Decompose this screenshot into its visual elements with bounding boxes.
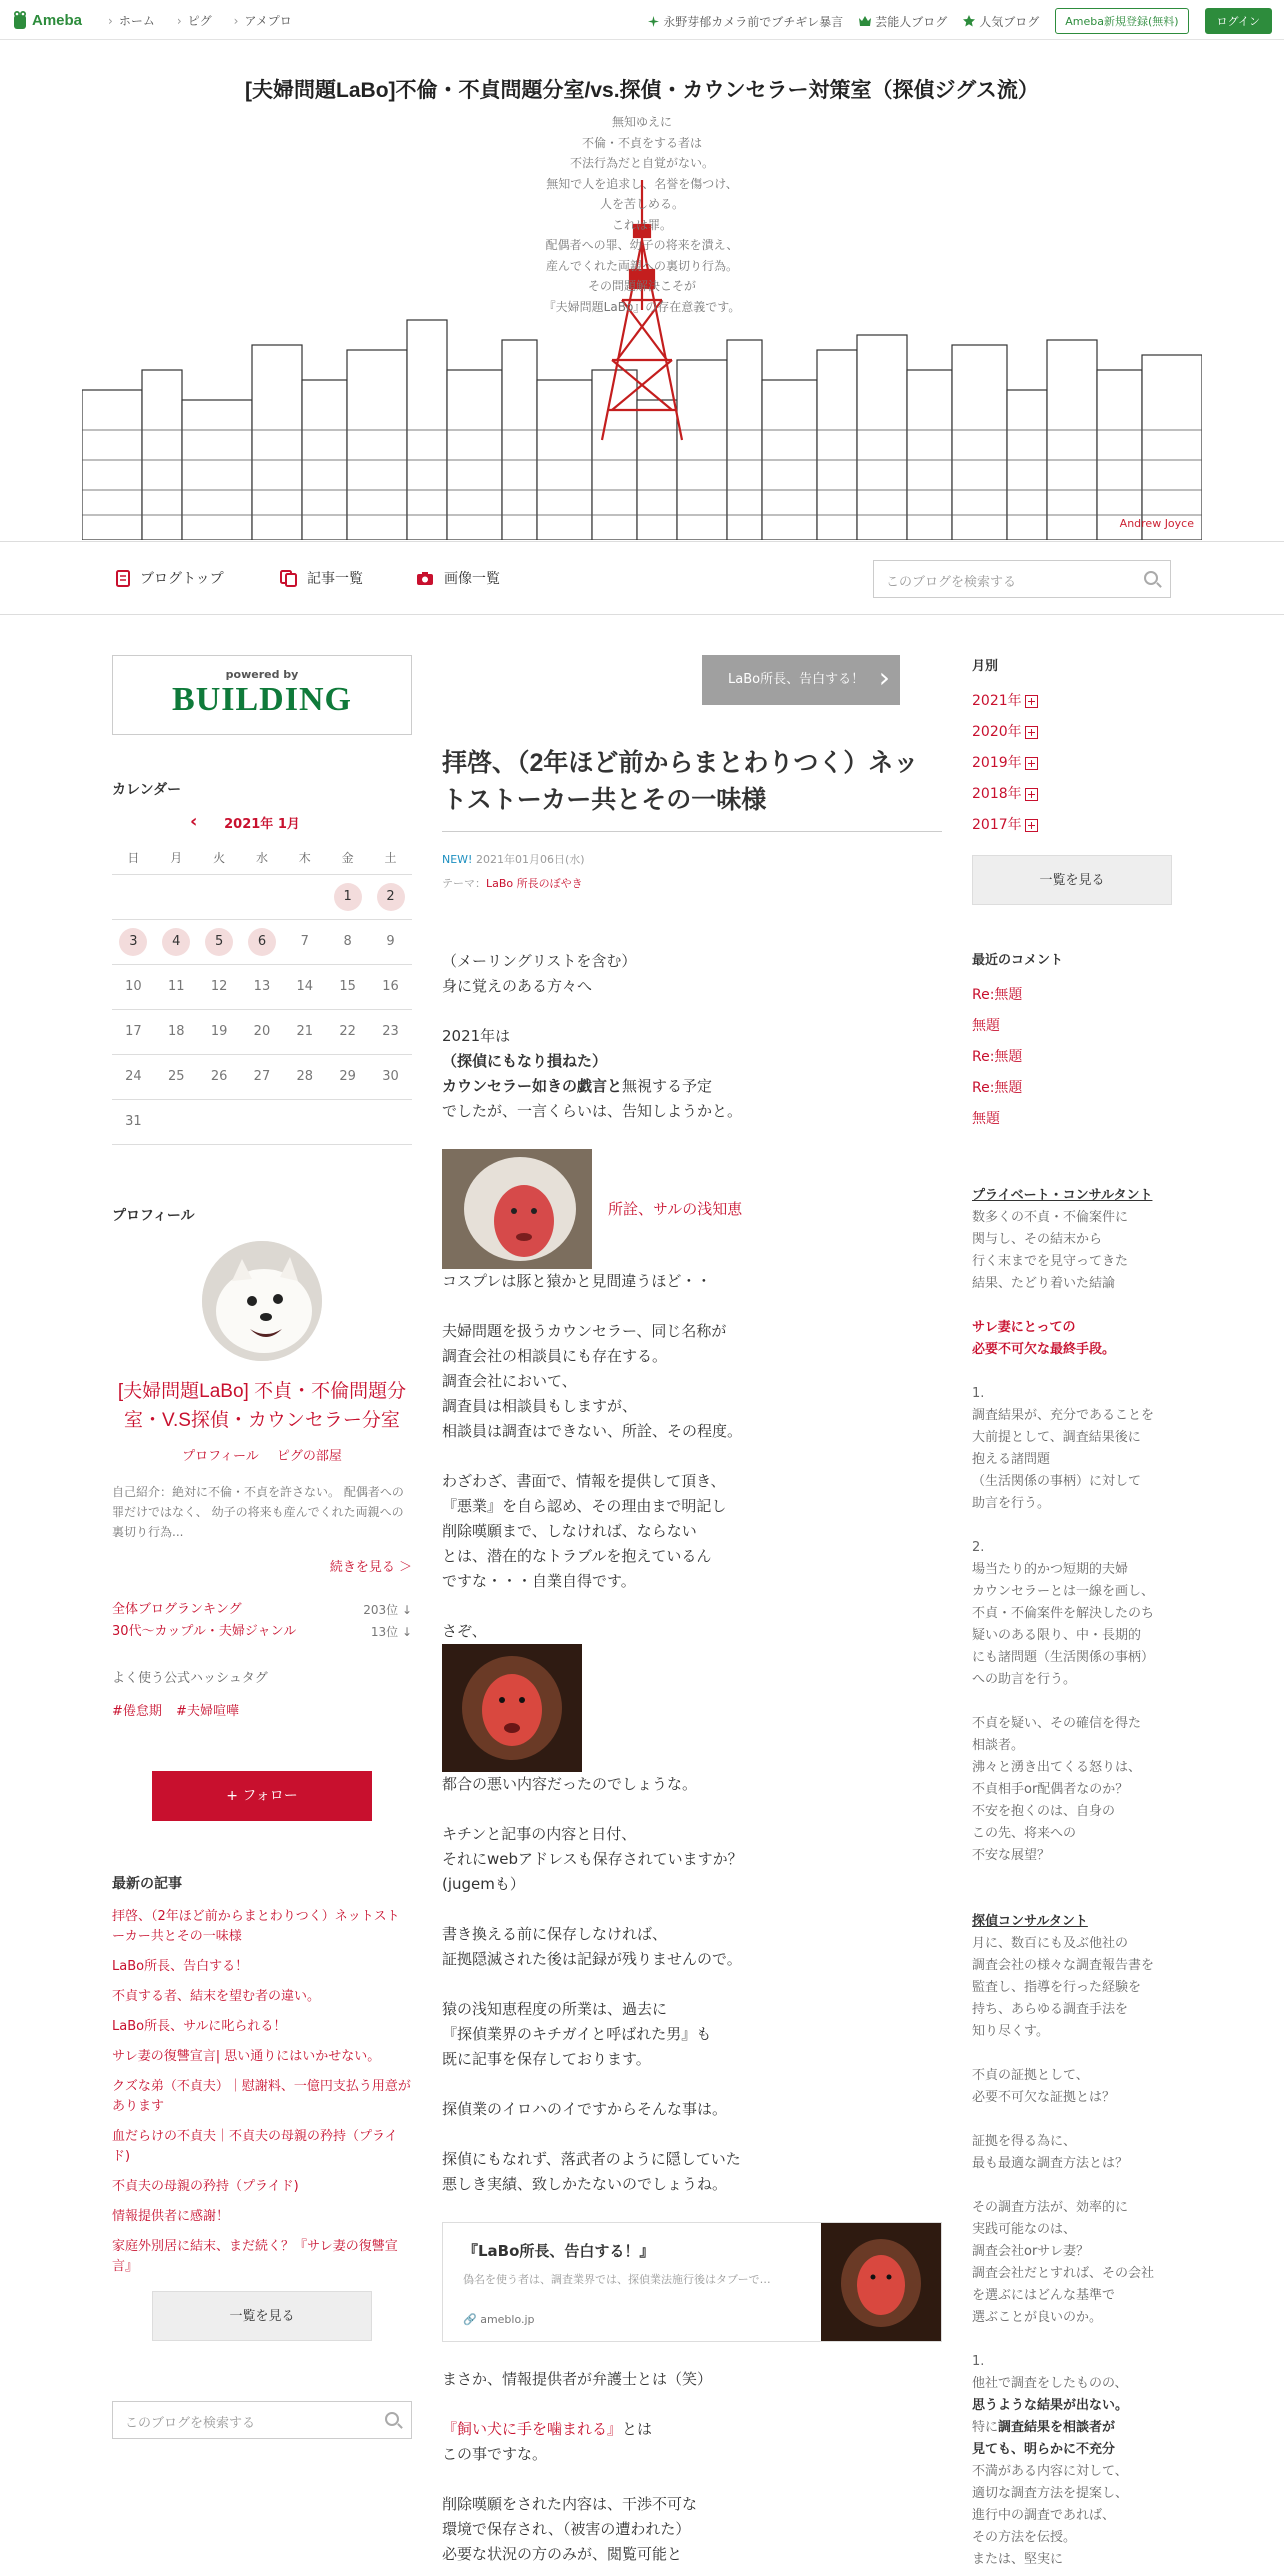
recent-comments (972, 980, 1172, 1135)
calendar-day (369, 1009, 412, 1054)
calendar (112, 813, 412, 1145)
copy-icon (280, 570, 297, 587)
comments-title: 最近のコメント (972, 953, 1064, 968)
monkey-photo-2[interactable] (442, 1644, 582, 1772)
recent-posts (112, 1907, 412, 2277)
calendar-day[interactable] (155, 919, 198, 964)
day-number: 7 (300, 933, 309, 949)
pigg-room-link[interactable]: ピグの部屋 (276, 1448, 342, 1464)
search-icon[interactable] (1144, 571, 1158, 585)
calendar-day (241, 874, 284, 919)
profile-more-link[interactable]: 続きを見る ＞ (329, 1559, 412, 1575)
calendar-day (198, 874, 241, 919)
calendar-day (283, 919, 326, 964)
profile-avatar[interactable] (202, 1241, 322, 1361)
logo-text: Ameba (32, 11, 83, 29)
monkey-photo[interactable] (442, 1149, 592, 1269)
month-link[interactable]: 2017年 (972, 810, 1172, 841)
calendar-day[interactable] (112, 919, 155, 964)
calendar-day (155, 874, 198, 919)
free-text-plugin: プライベート・コンサルタント 数多くの不貞・不倫案件に 関与し、その結末から 行く末までを見守ってきた 結果、たどり着いた結論 サレ妻にとっての 必要不可欠な最終手段。 1. 調査結果が、充分であることを 大前提として、調査結果後に 抱える諸問題 （生活関係の事柄）に対して 助言を行う。 2. 場当たり的かつ短期的夫婦 カウンセラーとは一線を画し、 不貞・不倫案件を解決したのち 疑いのある限り、中・長期的 にも諸問題（生活関係の事柄） への助言を行う。 不貞を疑い、その確信を得た 相談者。 沸々と湧き出てくる怒りは、 不貞相手or配偶者なのか？ 不安を抱くのは、自身の この先、将来への 不安な展望？ 探偵コンサルタント 月に、数百にも及ぶ他社の 調査会社の様々な調査報告書を 監査し、指導を行った経験を 持ち、あらゆる調査手法を 知り尽くす。 不貞の証拠として、 必要不可欠な証拠とは？ 証拠を得る為に、 最も最適な調査方法とは？ その調査方法が、効率的に 実践可能なのは、 調査会社orサレ妻？ 調査会社だとすれば、その会社 を選ぶにはどんな基準で 選ぶことが良いのか。 1. 他社で調査をしたものの、 思うような結果が出ない。 特に調査結果を相談者が 見ても、明らかに不充分 不満がある内容に対して、 適切な調査方法を提案し、 進行中の調査であれば、 その方法を伝授。 または、堅実に (972, 1188, 1155, 2567)
weekday-header: 日 (112, 842, 155, 874)
calendar-day (155, 1054, 198, 1099)
divider (442, 831, 942, 832)
day-number: 27 (253, 1068, 271, 1084)
calendar-day[interactable] (241, 919, 284, 964)
calendar-day (112, 964, 155, 1009)
expand-icon[interactable] (1025, 695, 1038, 708)
image-row (442, 1149, 942, 1269)
day-number: 6 (248, 928, 276, 956)
day-number: 13 (253, 978, 271, 994)
day-number: 23 (382, 1023, 399, 1039)
day-number: 9 (386, 933, 395, 949)
follow-button[interactable]: + フォロー (152, 1771, 372, 1821)
calendar-day (112, 874, 155, 919)
image-list-link[interactable]: 画像一覧 (416, 568, 500, 588)
blog-top-link[interactable]: ブログトップ (116, 568, 224, 588)
day-number: 1 (334, 883, 362, 911)
recent-post-link[interactable]: 拝啓、（2年ほど前からまとわりつく）ネットストーカー共とその一味様 (112, 1908, 400, 1944)
month-link[interactable]: 2021年 (972, 686, 1172, 717)
hashtags (112, 1700, 412, 1719)
global-nav (108, 12, 292, 29)
profile-links (112, 1445, 412, 1464)
comment-link[interactable]: Re:無題 (972, 987, 1023, 1003)
day-number: 19 (210, 1023, 228, 1039)
recent-post-link[interactable]: 家庭外別居に結末、まだ続く？『サレ妻の復讐宣言』 (112, 2238, 398, 2274)
frog-logo-icon (12, 9, 28, 31)
comment-link[interactable]: 無題 (972, 1111, 1000, 1127)
calendar-day (369, 1054, 412, 1099)
day-number: 15 (339, 978, 356, 994)
article-date: NEW! 2021年01月06日(水) (442, 853, 585, 866)
link-card-url: 🔗 ameblo.jp (463, 2313, 535, 2326)
paragraph: まさか、情報提供者が弁護士とは（笑） (442, 2370, 713, 2388)
weekday-header: 土 (369, 842, 412, 874)
day-number: 18 (167, 1023, 185, 1039)
calendar-day (326, 964, 369, 1009)
calendar-day (241, 1054, 284, 1099)
paragraph: 猿の浅知恵程度の所業は、過去に 『探偵業界のキチガイと呼ばれた男』も 既に記事を保存しております。 (442, 2000, 712, 2068)
link-card-thumbnail (821, 2223, 941, 2341)
recent-post-link[interactable]: LaBo所長、サルに叱られる！ (112, 2018, 287, 2034)
camera-icon (416, 571, 434, 586)
popular-blog-link[interactable]: 人気ブログ (963, 13, 1039, 30)
article-body (442, 949, 942, 2568)
paragraph: 『飼い犬に手を噛まれる』とは この事ですな。 (442, 2420, 653, 2463)
recent-post-link[interactable]: サレ妻の復讐宣言| 思い通りにはいかせない。 (112, 2048, 381, 2064)
calendar-day (326, 1054, 369, 1099)
recent-post-link[interactable]: 情報提供者に感謝！ (112, 2208, 230, 2224)
day-number: 12 (210, 978, 228, 994)
calendar-day (283, 874, 326, 919)
weekday-header: 月 (155, 842, 198, 874)
day-number: 25 (167, 1068, 185, 1084)
monkey-face-icon (442, 1149, 592, 1269)
left-sidebar (112, 655, 412, 2439)
article-theme: テーマ：LaBo 所長のぼやき (442, 877, 583, 890)
paragraph: 探偵にもなれず、落武者のように隠していた 悪しき実績、致しかたないのでしょうね。 (442, 2150, 741, 2193)
calendar-day (326, 919, 369, 964)
day-number: 10 (125, 978, 142, 994)
document-icon (116, 570, 130, 587)
profile-title: プロフィール (112, 1207, 195, 1224)
link-card-title: 『LaBo所長、告白する！』 (463, 2242, 655, 2260)
month-link[interactable]: 2018年 (972, 779, 1172, 810)
prev-post-button[interactable]: LaBo所長、告白する！ › (702, 655, 900, 705)
recent-posts-title: 最新の記事 (112, 1875, 182, 1892)
ranking-row[interactable]: 全体ブログランキング 203位 ↓ (112, 1601, 412, 1617)
calendar-day (283, 1099, 326, 1144)
day-number: 29 (339, 1068, 356, 1084)
calendar-day (198, 1009, 241, 1054)
theme-link[interactable]: LaBo 所長のぼやき (486, 877, 583, 890)
monkey-face-icon (442, 1644, 582, 1772)
calendar-day (198, 1054, 241, 1099)
profile-description: 自己紹介：絶対に不倫・不貞を許さない。 配偶者への罪だけではなく、 幼子の将来も産んでくれた両親への裏切り行為... (112, 1484, 404, 1539)
comment-link[interactable]: 無題 (972, 1018, 1000, 1034)
calendar-day[interactable] (326, 874, 369, 919)
calendar-day (112, 1054, 155, 1099)
day-number: 8 (343, 933, 352, 949)
blog-tagline: 無知ゆえに 不倫・不貞をする者は 不法行為だと自覚がない。 無知で人を追求し、名誉を傷つけ、 人を苦しめる。 これは罪。 配偶者への罪、幼子の将来を潰え、 産んでくれた両親への裏切り行為。 その問題解決こそが 『夫婦問題LaBo』の存在意義です。 (543, 115, 741, 314)
day-number: 17 (125, 1023, 142, 1039)
paragraph: （メーリングリストを含む） 身に覚えのある方々へ (442, 952, 637, 995)
calendar-day (198, 1099, 241, 1144)
expand-icon[interactable] (1025, 819, 1038, 832)
expand-icon[interactable] (1025, 757, 1038, 770)
calendar-day (198, 964, 241, 1009)
day-number: 20 (253, 1023, 271, 1039)
crown-icon (859, 16, 871, 26)
calendar-day (283, 1009, 326, 1054)
weekday-header: 金 (326, 842, 369, 874)
link-card-description: 偽名を使う者は、調査業界では、探偵業法施行後はタブーで… (463, 2273, 771, 2286)
profile-link[interactable]: プロフィール (182, 1448, 259, 1464)
nav-pigg[interactable]: › ピグ (177, 12, 212, 29)
day-number: 22 (339, 1023, 356, 1039)
calendar-day (241, 1099, 284, 1144)
day-number: 21 (296, 1023, 314, 1039)
ranking (112, 1599, 412, 1643)
blog-nav (0, 541, 1284, 615)
register-button[interactable]: Ameba新規登録(無料) (1055, 8, 1188, 34)
nav-amepro[interactable]: › アメプロ (234, 12, 292, 29)
day-number: 26 (210, 1068, 228, 1084)
article-title[interactable]: 拝啓、（2年ほど前からまとわりつく）ネットストーカー共とその一味様 (442, 749, 919, 814)
ameba-header (0, 0, 1284, 40)
star-icon (963, 15, 975, 27)
illustration-credit: Andrew Joyce (1119, 517, 1194, 530)
day-number: 31 (125, 1113, 142, 1129)
calendar-day (326, 1009, 369, 1054)
prev-month-icon[interactable]: ‹ (190, 811, 198, 832)
hashtag[interactable]: #夫婦喧嘩 (176, 1703, 239, 1719)
month-link[interactable]: 2019年 (972, 748, 1172, 779)
day-number: 16 (382, 978, 399, 994)
search-icon[interactable] (385, 2412, 399, 2426)
paragraph: 削除嘆願をされた内容は、干渉不可な 環境で保存され、（被害の遭われた） 必要な状況の方のみが、閲覧可能と (442, 2495, 698, 2563)
calendar-day (369, 919, 412, 964)
comment-link[interactable]: Re:無題 (972, 1049, 1023, 1065)
day-number: 30 (382, 1068, 399, 1084)
recent-post-link[interactable]: 不貞夫の母親の矜持（プライド) (112, 2178, 299, 2194)
article-list-link[interactable]: 記事一覧 (280, 568, 363, 588)
calendar-month: ‹ 2021年 1月 (190, 811, 300, 832)
trending-link[interactable]: 永野芽郁カメラ前でブチギレ暴言 (648, 13, 843, 30)
calendar-day (369, 964, 412, 1009)
recent-post-link[interactable]: 血だらけの不貞夫｜不貞夫の母親の矜持（プライド) (112, 2128, 398, 2164)
calendar-day (326, 1099, 369, 1144)
profile-name[interactable]: [夫婦問題LaBo] 不貞・不倫問題分室・V.S探偵・カウンセラー分室 (117, 1380, 407, 1431)
expand-icon[interactable] (1025, 788, 1038, 801)
calendar-day (155, 1009, 198, 1054)
month-link[interactable]: 2020年 (972, 717, 1172, 748)
monthly-archive (972, 686, 1172, 841)
recent-post-link[interactable]: LaBo所長、告白する！ (112, 1958, 249, 1974)
calendar-day (241, 964, 284, 1009)
paragraph: さぞ、 (442, 1622, 487, 1640)
paragraph: コスプレは豚と猿かと見間違うほど・・ (442, 1272, 712, 1290)
day-number: 24 (125, 1068, 142, 1084)
paragraph: わざわざ、書面で、情報を提供して頂き、 『悪業』を自ら認め、その理由まで明記し 削除嘆願まで、しなければ、ならない とは、潜在的なトラブルを抱えているん ですな・・・自業自得です。 (442, 1472, 727, 1590)
weekday-header: 火 (198, 842, 241, 874)
recent-post-link[interactable]: 不貞する者、結末を望む者の違い。 (112, 1988, 321, 2004)
comment-link[interactable]: Re:無題 (972, 1080, 1023, 1096)
login-button[interactable]: ログイン (1205, 8, 1272, 34)
calendar-title: カレンダー (112, 782, 182, 798)
day-number: 11 (167, 978, 185, 994)
ameba-logo[interactable] (12, 9, 82, 31)
building-banner[interactable]: powered by BUILDING (112, 655, 412, 735)
expand-icon[interactable] (1025, 726, 1038, 739)
monthly-more-button[interactable]: 一覧を見る (972, 855, 1172, 905)
header-right (648, 8, 1272, 34)
calendar-day (369, 1099, 412, 1144)
link-icon: 🔗 (463, 2313, 477, 2326)
calendar-day (283, 964, 326, 1009)
recent-post-link[interactable]: クズな弟（不貞夫）｜慰謝料、一億円支払う用意があります (112, 2078, 411, 2114)
sidebar-search-input[interactable]: このブログを検索する (112, 2401, 412, 2439)
calendar-day (155, 1099, 198, 1144)
link-card[interactable] (442, 2222, 942, 2342)
day-number: 28 (296, 1068, 314, 1084)
weekday-header: 木 (283, 842, 326, 874)
paragraph: 探偵業のイロハのイですからそんな事は。 (442, 2100, 728, 2118)
calendar-day (155, 964, 198, 1009)
paragraph: 2021年は （探偵にもなり損ねた） カウンセラー如きの戯言と無視する予定 でしたが、一言くらいは、告知しようかと。 (442, 1027, 743, 1120)
blog-header-image (82, 40, 1202, 540)
sparkle-icon (648, 16, 659, 27)
weekday-header: 水 (241, 842, 284, 874)
hashtag[interactable]: #倦怠期 (112, 1703, 162, 1719)
pomeranian-avatar-icon (202, 1241, 322, 1361)
paragraph: キチンと記事の内容と日付、 それにwebアドレスも保存されていますか？ (jugemも） (442, 1825, 743, 1893)
blog-search-input[interactable]: このブログを検索する (873, 560, 1171, 598)
paragraph: 都合の悪い内容だったのでしょうな。 (442, 1775, 698, 1793)
calendar-day[interactable] (369, 874, 412, 919)
right-sidebar (972, 655, 1172, 2568)
calendar-day (241, 1009, 284, 1054)
new-badge: NEW! (442, 853, 473, 866)
monkey-face-icon (821, 2223, 941, 2341)
day-number: 4 (162, 928, 190, 956)
day-number: 3 (119, 928, 147, 956)
paragraph: 書き換える前に保存しなければ、 証拠隠滅された後は記録が残りませんので。 (442, 1925, 742, 1968)
blog-title[interactable]: [夫婦問題LaBo]不倫・不貞問題分室/vs.探偵・カウンセラー対策室（探偵ジグス流） (245, 79, 1039, 102)
hashtag-title: よく使う公式ハッシュタグ (112, 1670, 268, 1686)
ranking-row[interactable]: 30代〜カップル・夫婦ジャンル 13位 ↓ (112, 1623, 412, 1639)
day-number: 2 (377, 883, 405, 911)
image-caption: 所詮、サルの浅知恵 (608, 1199, 743, 1218)
monthly-title: 月別 (972, 659, 999, 674)
calendar-day (112, 1009, 155, 1054)
nav-home[interactable]: › ホーム (108, 12, 155, 29)
day-number: 14 (296, 978, 314, 994)
calendar-day (112, 1099, 155, 1144)
recent-more-button[interactable]: 一覧を見る (152, 2291, 372, 2341)
celebrity-blog-link[interactable]: 芸能人ブログ (859, 13, 947, 30)
calendar-day[interactable] (198, 919, 241, 964)
paragraph: 夫婦問題を扱うカウンセラー、同じ名称が 調査会社の相談員にも存在する。 調査会社において、 調査員は相談員もしますが、 相談員は調査はできない、所詮、その程度。 (442, 1322, 743, 1440)
calendar-day (283, 1054, 326, 1099)
day-number: 5 (205, 928, 233, 956)
